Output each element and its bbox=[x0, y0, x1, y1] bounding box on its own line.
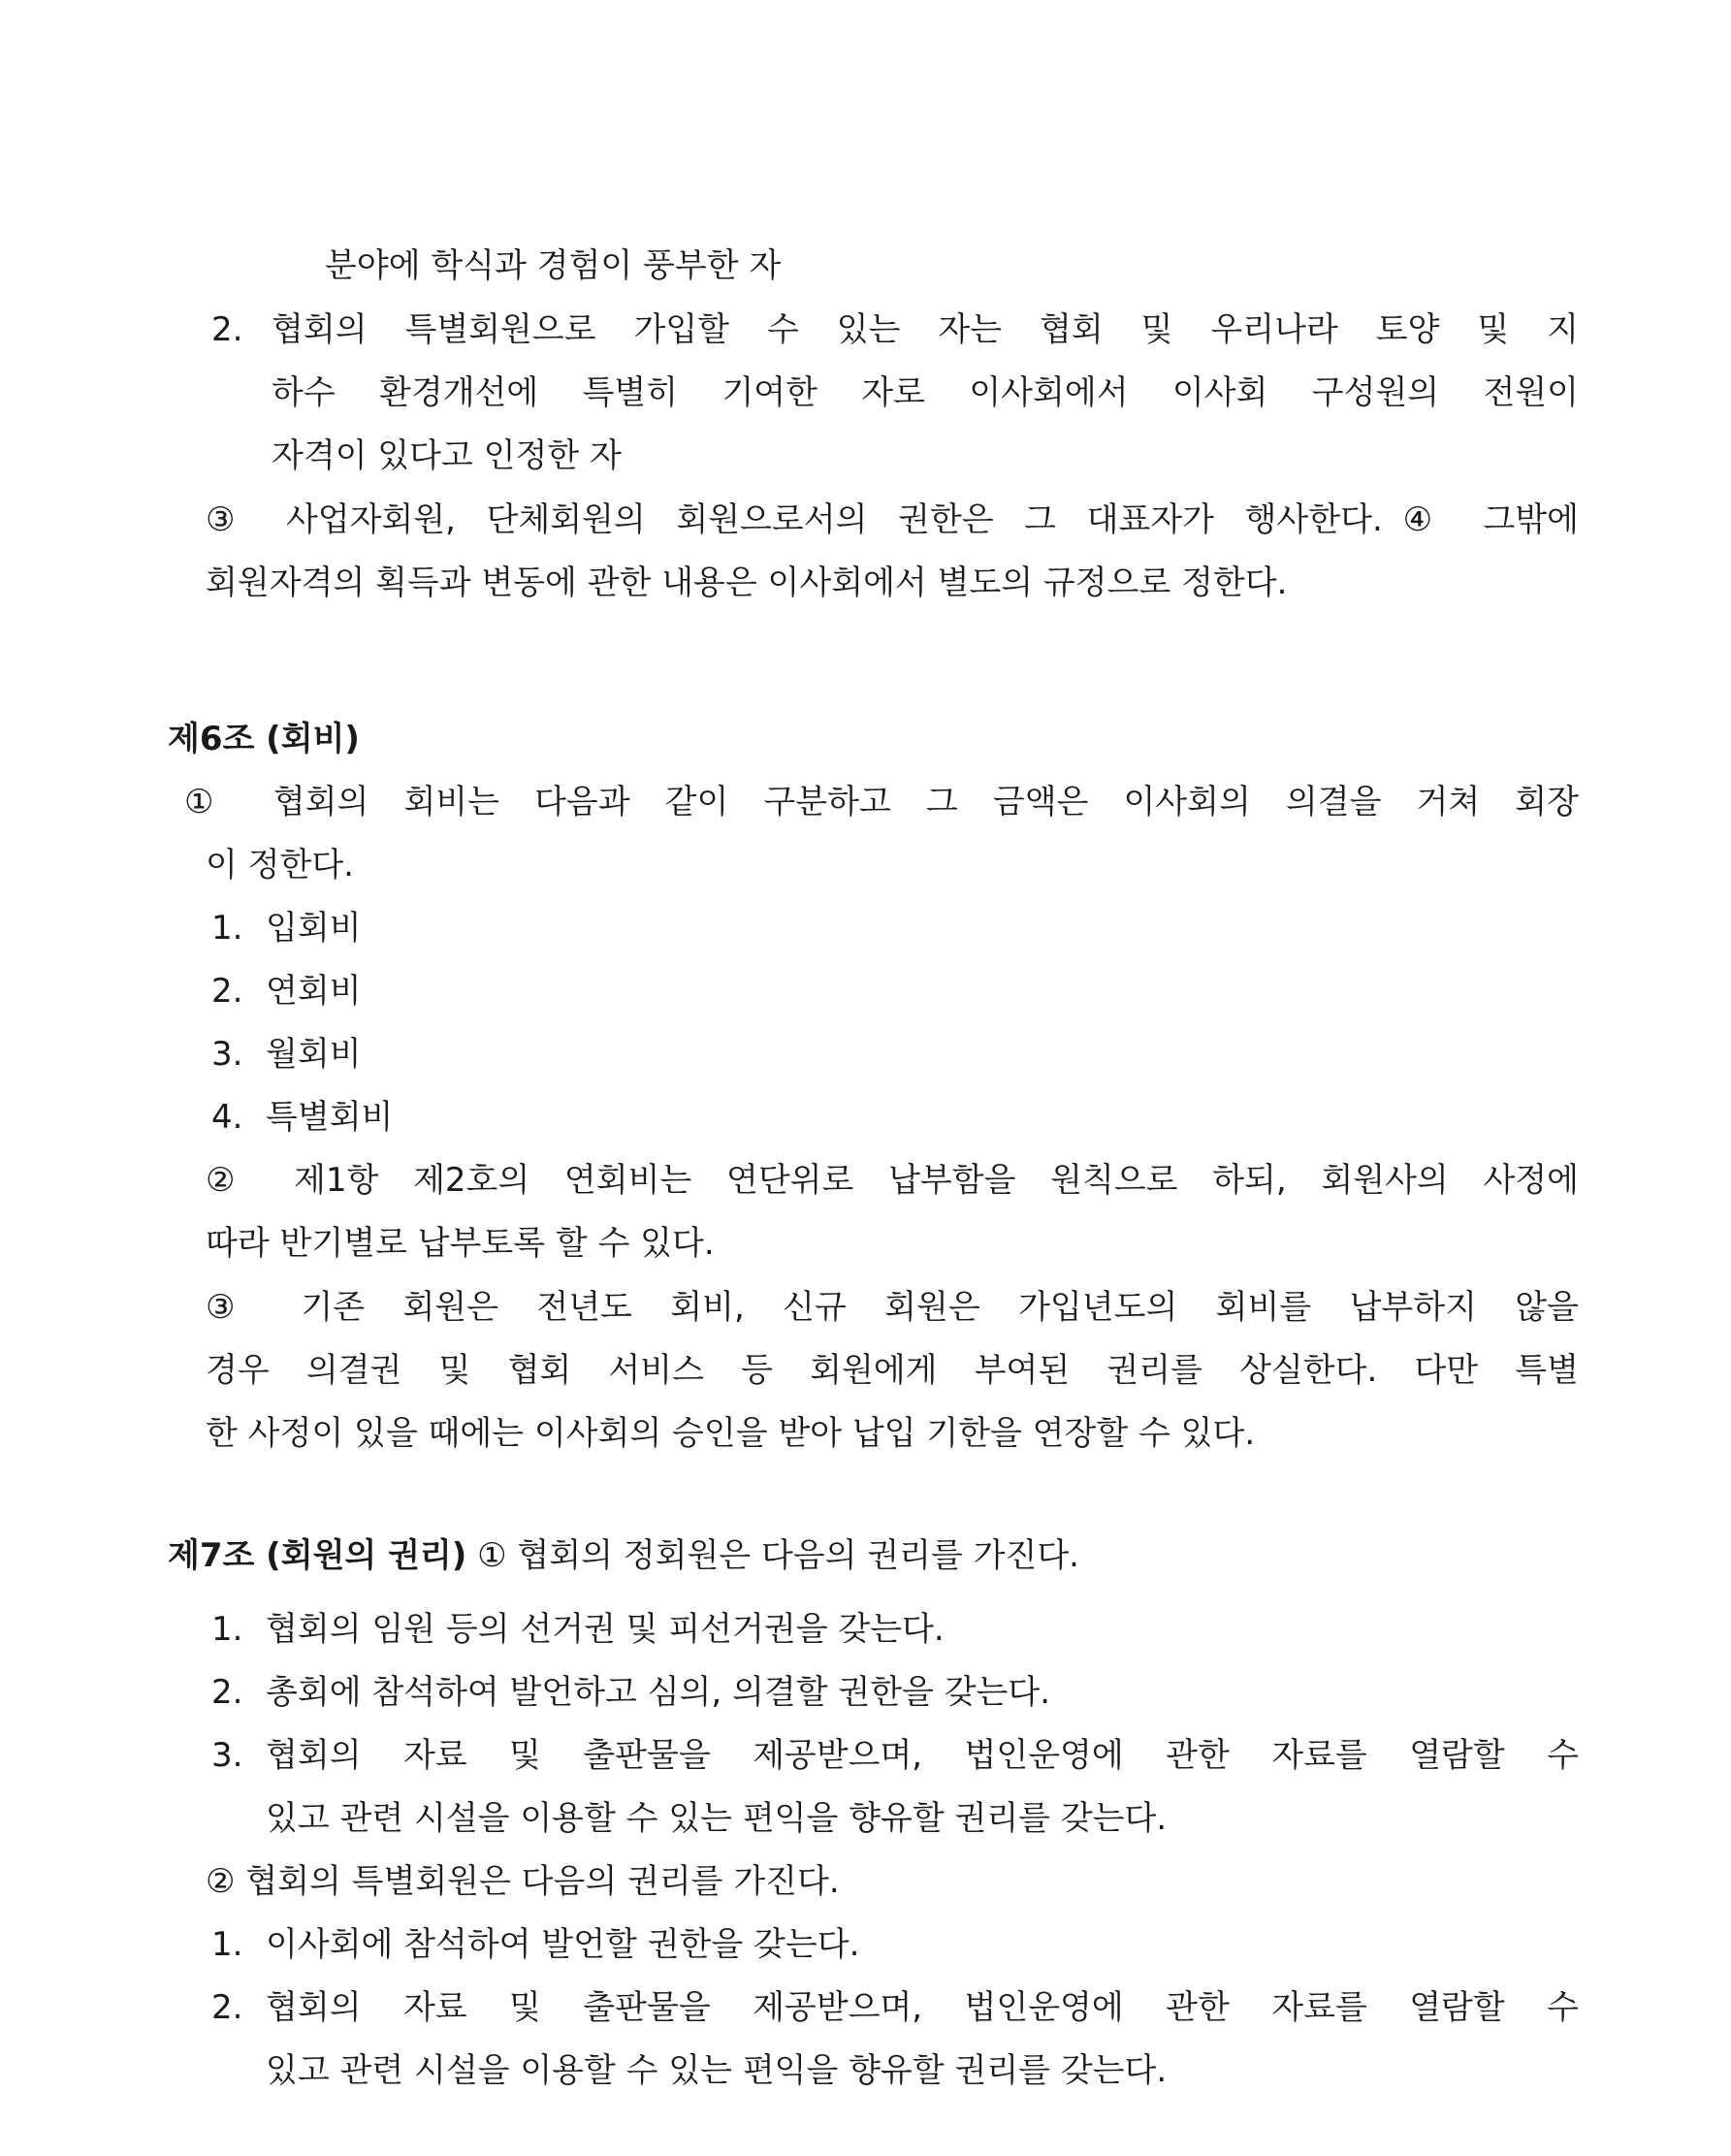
art5-item2-line3: 자격이 있다고 인정한 자 bbox=[272, 436, 622, 475]
art7-item-line1: 협회의 임원 등의 선거권 및 피선거권을 갖는다. bbox=[266, 1610, 945, 1649]
art7-item-number: 1. bbox=[211, 1610, 243, 1649]
art5-item1-tail: 분야에 학식과 경험이 풍부한 자 bbox=[325, 246, 782, 285]
art5-para3-line2: 회원자격의 획득과 변동에 관한 내용은 이사회에서 별도의 규정으로 정한다. bbox=[206, 563, 1288, 602]
art6-item-number: 4. bbox=[211, 1098, 243, 1137]
art6-para3-line1: ③ 기존 회원은 전년도 회비, 신규 회원은 가입년도의 회비를 납부하지 않을 bbox=[206, 1288, 1579, 1327]
art6-item-text: 입회비 bbox=[266, 909, 362, 948]
art7-heading-line bbox=[168, 1534, 1079, 1577]
art7-item-number: 1. bbox=[211, 1925, 243, 1964]
art5-item2-line2: 하수 환경개선에 특별히 기여한 자로 이사회에서 이사회 구성원의 전원이 bbox=[272, 373, 1579, 412]
art7-item-line2: 있고 관련 시설을 이용할 수 있는 편익을 향유할 권리를 갖는다. bbox=[266, 2051, 1168, 2090]
art7-item-number: 3. bbox=[211, 1736, 243, 1775]
art6-item-number: 2. bbox=[211, 972, 243, 1011]
art6-para2-line1: ② 제1항 제2호의 연회비는 연단위로 납부함을 원칙으로 하되, 회원사의 사정에 bbox=[206, 1161, 1579, 1200]
art7-item-line1: 총회에 참석하여 발언하고 심의, 의결할 권한을 갖는다. bbox=[266, 1673, 1051, 1712]
art5-para3-line1: ③ 사업자회원, 단체회원의 회원으로서의 권한은 그 대표자가 행사한다.④ 그밖에 bbox=[206, 500, 1579, 539]
art6-heading: 제6조 (회비) bbox=[168, 720, 360, 758]
art6-item-text: 특별회비 bbox=[266, 1098, 394, 1137]
art6-para1-line2: 이 정한다. bbox=[206, 846, 354, 885]
art6-para3-line2: 경우 의결권 및 협회 서비스 등 회원에게 부여된 권리를 상실한다. 다만 특별 bbox=[206, 1351, 1579, 1390]
art6-para3-line3: 한 사정이 있을 때에는 이사회의 승인을 받아 납입 기한을 연장할 수 있다. bbox=[206, 1414, 1256, 1453]
art7-item-number: 2. bbox=[211, 1673, 243, 1712]
art6-para1-line1: ① 협회의 회비는 다음과 같이 구분하고 그 금액은 이사회의 의결을 거쳐 회장 bbox=[184, 783, 1579, 821]
art7-heading: 제7조 (회원의 권리) bbox=[168, 1536, 467, 1575]
art7-item-line1: 이사회에 참석하여 발언할 권한을 갖는다. bbox=[266, 1925, 860, 1964]
art7-item-line2: 있고 관련 시설을 이용할 수 있는 편익을 향유할 권리를 갖는다. bbox=[266, 1799, 1168, 1838]
art5-item2-line1: 협회의 특별회원으로 가입할 수 있는 자는 협회 및 우리나라 토양 및 지 bbox=[272, 310, 1579, 349]
art7-item-number: 2. bbox=[211, 1988, 243, 2027]
art7-para2: ② 협회의 특별회원은 다음의 권리를 가진다. bbox=[206, 1862, 840, 1901]
art6-para2-line2: 따라 반기별로 납부토록 할 수 있다. bbox=[206, 1224, 715, 1263]
art7-item-line1: 협회의 자료 및 출판물을 제공받으며, 법인운영에 관한 자료를 열람할 수 bbox=[266, 1988, 1579, 2027]
art6-item-number: 1. bbox=[211, 909, 243, 948]
art6-item-text: 월회비 bbox=[266, 1035, 362, 1074]
art7-item-line1: 협회의 자료 및 출판물을 제공받으며, 법인운영에 관한 자료를 열람할 수 bbox=[266, 1736, 1579, 1775]
art5-item2-number: 2. bbox=[211, 310, 243, 349]
art6-item-number: 3. bbox=[211, 1035, 243, 1074]
art6-item-text: 연회비 bbox=[266, 972, 362, 1011]
art7-heading-rest: ① 협회의 정회원은 다음의 권리를 가진다. bbox=[477, 1536, 1079, 1575]
